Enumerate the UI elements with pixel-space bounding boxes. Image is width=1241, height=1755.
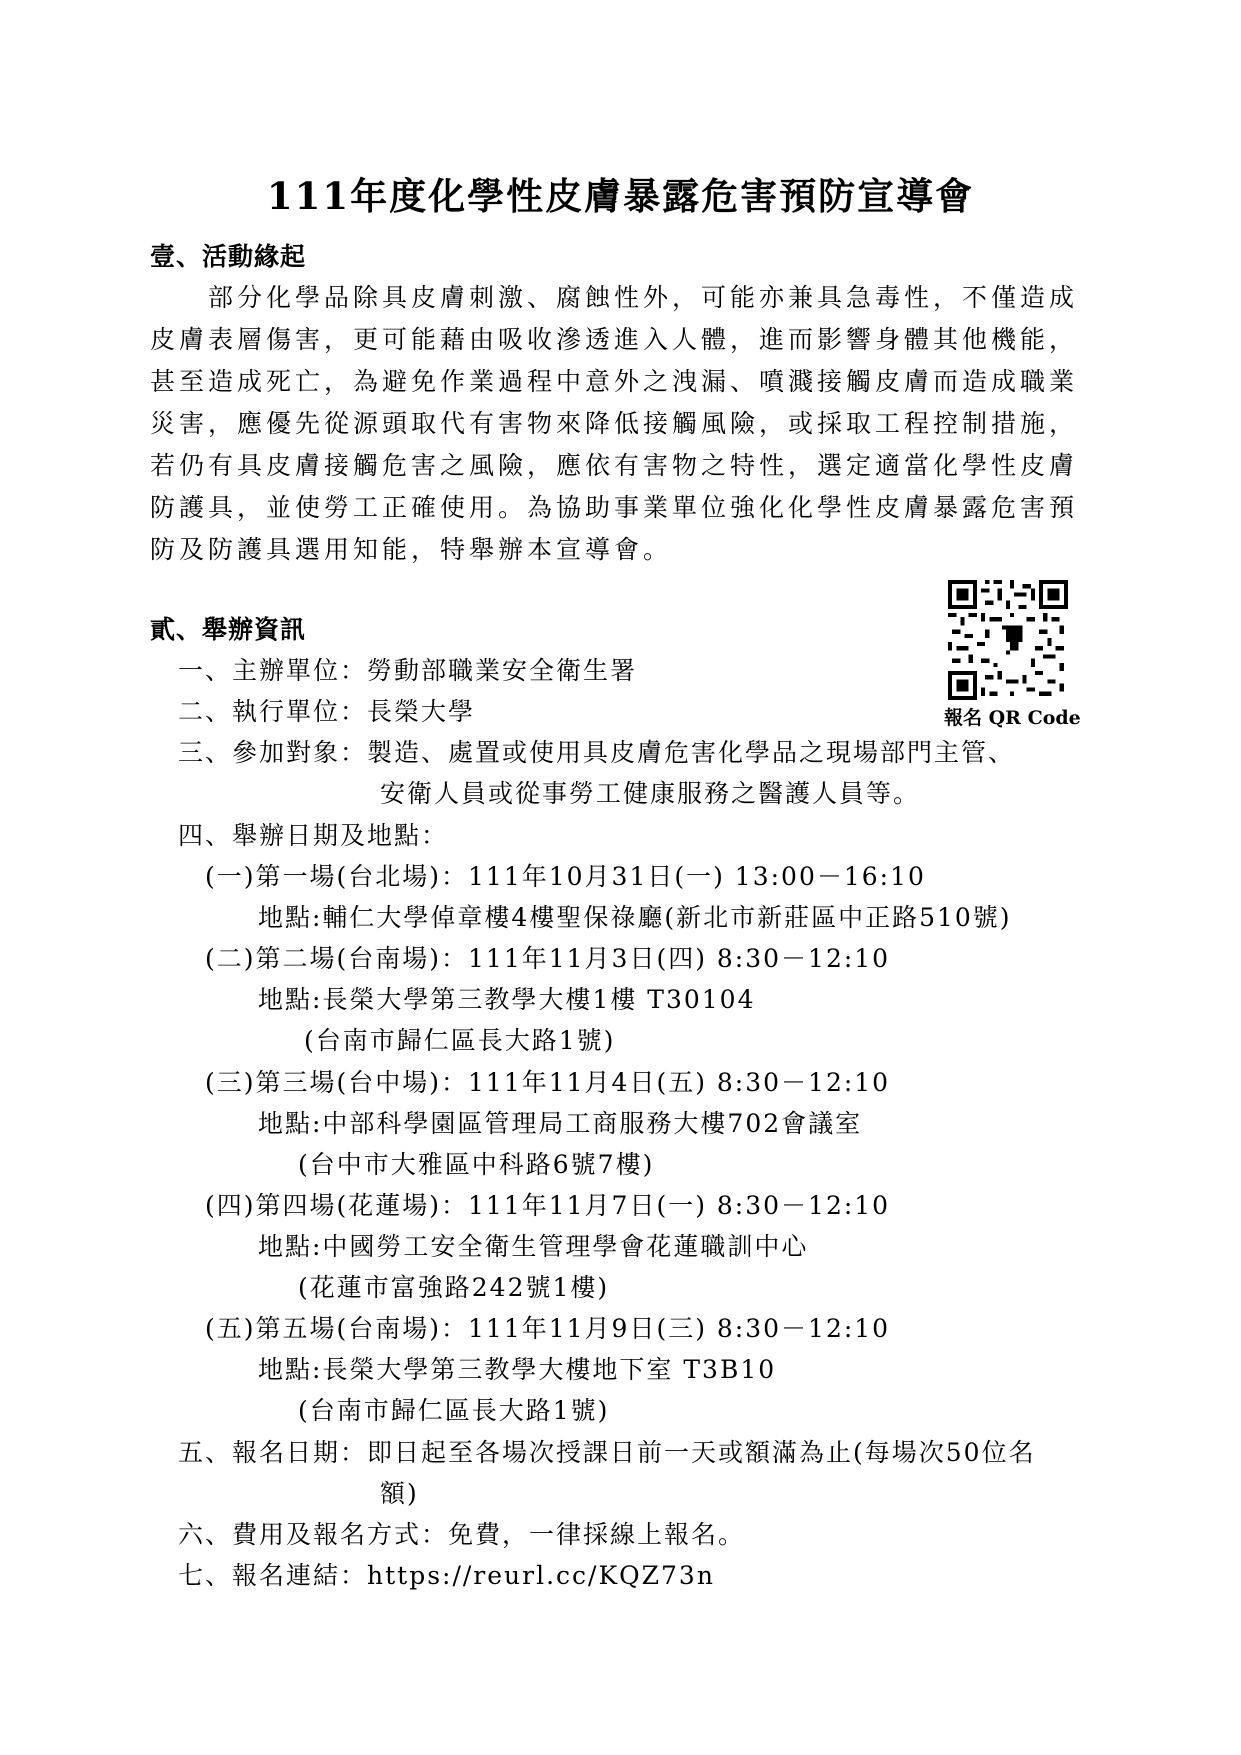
paragraph-line: 部分化學品除具皮膚刺激、腐蝕性外，可能亦兼具急毒性，不僅造成	[208, 283, 1079, 312]
session-location: 地點:中國勞工安全衛生管理學會花蓮職訓中心	[258, 1232, 809, 1261]
registration-qr-code[interactable]	[948, 580, 1068, 700]
info-item: 二、執行單位：長榮大學	[178, 697, 476, 726]
session-address: (花蓮市富強路242號1樓)	[298, 1273, 610, 1302]
info-item: 四、舉辦日期及地點：	[178, 821, 449, 850]
paragraph-line: 災害，應優先從源頭取代有害物來降低接觸風險，或採取工程控制措施，	[150, 409, 1079, 438]
section-heading-event-info: 貳、舉辦資訊	[150, 615, 307, 644]
session-item: (二)第二場(台南場)：111年11月3日(四) 8:30－12:10	[205, 944, 891, 973]
info-item: 五、報名日期：即日起至各場次授課日前一天或額滿為止(每場次50位名	[178, 1438, 1036, 1467]
info-item: 安衛人員或從事勞工健康服務之醫護人員等。	[380, 779, 921, 808]
paragraph-line: 皮膚表層傷害，更可能藉由吸收滲透進入人體，進而影響身體其他機能，	[150, 325, 1079, 354]
session-item: (五)第五場(台南場)：111年11月9日(三) 8:30－12:10	[205, 1314, 891, 1343]
session-address: (台南市歸仁區長大路1號)	[298, 1396, 610, 1425]
session-location: 地點:長榮大學第三教學大樓1樓 T30104	[258, 985, 756, 1014]
qr-code-caption: 報名 QR Code	[944, 707, 1081, 729]
session-location: 地點:長榮大學第三教學大樓地下室 T3B10	[258, 1355, 777, 1384]
paragraph-line: 甚至造成死亡，為避免作業過程中意外之洩漏、噴濺接觸皮膚而造成職業	[150, 367, 1079, 396]
session-address: (台南市歸仁區長大路1號)	[304, 1026, 616, 1055]
session-location: 地點:輔仁大學倬章樓4樓聖保祿廳(新北市新莊區中正路510號)	[258, 903, 1012, 932]
session-item: (一)第一場(台北場)：111年10月31日(一) 13:00－16:10	[205, 862, 926, 891]
info-item: 一、主辦單位：勞動部職業安全衛生署	[178, 656, 638, 685]
info-item: 三、參加對象：製造、處置或使用具皮膚危害化學品之現場部門主管、	[178, 738, 1016, 767]
paragraph-line: 防及防護具選用知能，特舉辦本宣導會。	[150, 535, 673, 564]
registration-link[interactable]: 七、報名連結：https://reurl.cc/KQZ73n	[178, 1561, 715, 1590]
info-item: 額)	[380, 1479, 419, 1508]
paragraph-line: 若仍有具皮膚接觸危害之風險，應依有害物之特性，選定適當化學性皮膚	[150, 451, 1079, 480]
session-location: 地點:中部科學園區管理局工商服務大樓702會議室	[258, 1109, 863, 1138]
session-address: (台中市大雅區中科路6號7樓)	[298, 1150, 655, 1179]
session-item: (四)第四場(花蓮場)：111年11月7日(一) 8:30－12:10	[205, 1191, 891, 1220]
paragraph-line: 防護具，並使勞工正確使用。為協助事業單位強化化學性皮膚暴露危害預	[150, 493, 1079, 522]
session-item: (三)第三場(台中場)：111年11月4日(五) 8:30－12:10	[205, 1068, 891, 1097]
section-heading-background: 壹、活動緣起	[150, 242, 307, 271]
page-title: 111年度化學性皮膚暴露危害預防宣導會	[266, 174, 975, 218]
info-item: 六、費用及報名方式：免費，一律採線上報名。	[178, 1520, 746, 1549]
